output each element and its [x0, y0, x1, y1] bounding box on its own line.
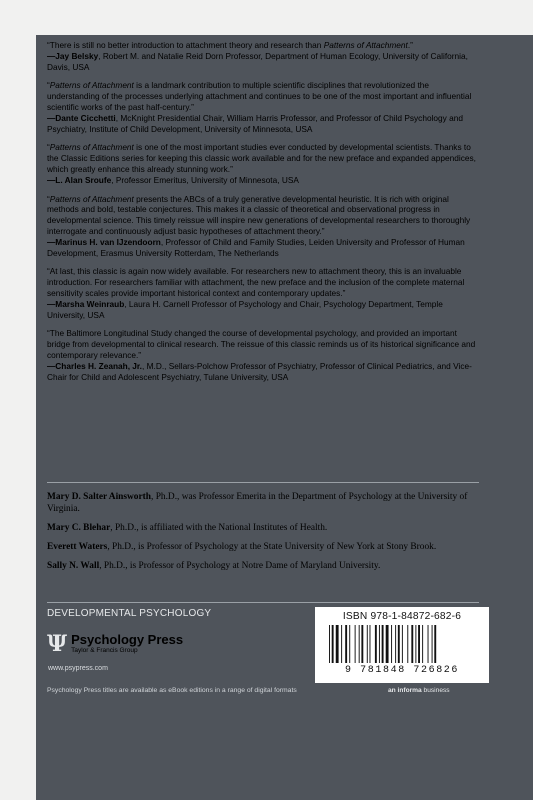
- quote-text: is a landmark contribution to multiple scientific disciplines that revolutionized the understanding of the processes underlying attachment and continues to be one of the most important and influential scientific works of the past half-century.”: [47, 80, 472, 112]
- informa-rest: business: [421, 687, 450, 694]
- isbn-text: ISBN 978-1-84872-682-6: [342, 611, 462, 622]
- publisher-logo: [47, 633, 183, 655]
- informa-tagline: [388, 687, 450, 694]
- quote-text: “There is still no better introduction to attachment theory and research than: [47, 40, 324, 50]
- author-bio: [47, 522, 487, 534]
- publisher-name: Psychology Press: [71, 632, 184, 647]
- endorser-affiliation: , Laura H. Carnell Professor of Psychology and Chair, Psychology Department, Temple University, USA: [47, 298, 443, 320]
- book-title: Patterns of Attachment: [323, 40, 408, 50]
- endorser-name: —Jay Belsky: [47, 50, 99, 61]
- endorsement-quote: [47, 142, 477, 185]
- author-description: , Ph.D., is affiliated with the National Institutes of Health.: [110, 523, 328, 533]
- author-bio: [47, 541, 487, 553]
- endorser-affiliation: , Professor of Child and Family Studies, Leiden University and Professor of Human Development, Erasmus University Rotterdam, The Netherlands: [47, 236, 465, 258]
- endorsement-quote: [47, 40, 477, 72]
- author-name: Mary C. Blehar: [47, 523, 111, 533]
- endorsement-quote: [47, 328, 477, 382]
- informa-bold: an informa: [388, 687, 422, 694]
- endorsement-quote: [47, 80, 477, 134]
- endorser-name: —Marinus H. van IJzendoorn: [47, 236, 161, 247]
- barcode-panel: [315, 607, 489, 683]
- book-title: Patterns of Attachment: [49, 142, 134, 153]
- endorsement-quote: [47, 266, 477, 320]
- endorser-affiliation: , McKnight Presidential Chair, William Harris Professor, and Professor of Child Psychology and Psychiatry, Institute of Child Development, University of Minnesota, USA: [47, 112, 463, 134]
- publisher-group: Taylor & Francis Group: [71, 647, 138, 654]
- endorser-name: —L. Alan Sroufe: [47, 174, 112, 185]
- endorsement-quote: [47, 194, 477, 259]
- endorser-name: —Charles H. Zeanah, Jr.: [47, 360, 142, 371]
- quote-text: “: [47, 193, 50, 204]
- quote-text: “: [47, 80, 50, 91]
- endorsements: [47, 40, 477, 390]
- author-bio: [47, 560, 487, 572]
- barcode-digits: 9 781848 726826: [344, 665, 459, 676]
- quote-text: .”: [407, 40, 413, 50]
- book-title: Patterns of Attachment: [49, 193, 134, 204]
- quote-text: “The Baltimore Longitudinal Study changed the course of developmental psychology, and provided an important bridge from developmental to clinical research. The reissue of this classic reminds us of its historical significance and contemporary relevance.”: [47, 328, 476, 360]
- endorser-affiliation: , Professor Emeritus, University of Minnesota, USA: [111, 174, 299, 185]
- endorser-affiliation: , Robert M. and Natalie Reid Dorn Professor, Department of Human Ecology, University of California, Davis, USA: [47, 50, 468, 72]
- psi-logo-icon: Ψ: [47, 631, 68, 657]
- series-label: DEVELOPMENTAL PSYCHOLOGY: [47, 608, 212, 619]
- endorser-name: —Marsha Weinraub: [47, 298, 125, 309]
- author-bios: [47, 491, 487, 579]
- author-name: Mary D. Salter Ainsworth: [47, 492, 151, 502]
- divider: [47, 482, 479, 483]
- quote-text: “At last, this classic is again now widely available. For researchers new to attachment theory, this is an invaluable introduction. For researchers familiar with attachment, the new preface and the inclusion of the complete maternal sensitivity scales provide important historical context and contemporary updates.”: [47, 266, 465, 298]
- endorser-name: —Dante Cicchetti: [47, 112, 116, 123]
- author-description: , Ph.D., is Professor of Psychology at Notre Dame of Maryland University.: [99, 561, 381, 571]
- quote-text: “: [47, 142, 50, 153]
- author-description: , Ph.D., was Professor Emerita in the Department of Psychology at the University of Virginia.: [47, 492, 468, 514]
- author-name: Everett Waters: [47, 542, 108, 552]
- author-description: , Ph.D., is Professor of Psychology at the State University of New York at Stony Brook.: [107, 542, 437, 552]
- quote-text: presents the ABCs of a truly generative developmental heuristic. It is rich with original methods and bold, testable conjectures. This makes it a classic of theoretical and observational progress in developmental science. This timely reissue will inspire new generations of developmental researchers to thoroughly interrogate and continuously adjust basic hypotheses of attachment theory.”: [47, 193, 471, 236]
- barcode-icon: [327, 625, 477, 665]
- author-name: Sally N. Wall: [47, 561, 100, 571]
- quote-text: is one of the most important studies ever conducted by developmental scientists. Thanks to the Classic Editions series for keeping this classic work available and for the new preface and expanded appendices, which greatly enhance this already stunning work.”: [47, 142, 476, 174]
- divider: [47, 602, 479, 603]
- endorser-affiliation: , M.D., Sellars-Polchow Professor of Psychiatry, Professor of Clinical Pediatrics, and Vice-Chair for Child and Adolescent Psychiatry, Tulane University, USA: [47, 360, 472, 382]
- author-bio: [47, 491, 487, 515]
- publisher-url: www.psypress.com: [48, 665, 108, 672]
- book-title: Patterns of Attachment: [49, 80, 134, 91]
- ebook-note: Psychology Press titles are available as eBook editions in a range of digital formats: [47, 687, 297, 694]
